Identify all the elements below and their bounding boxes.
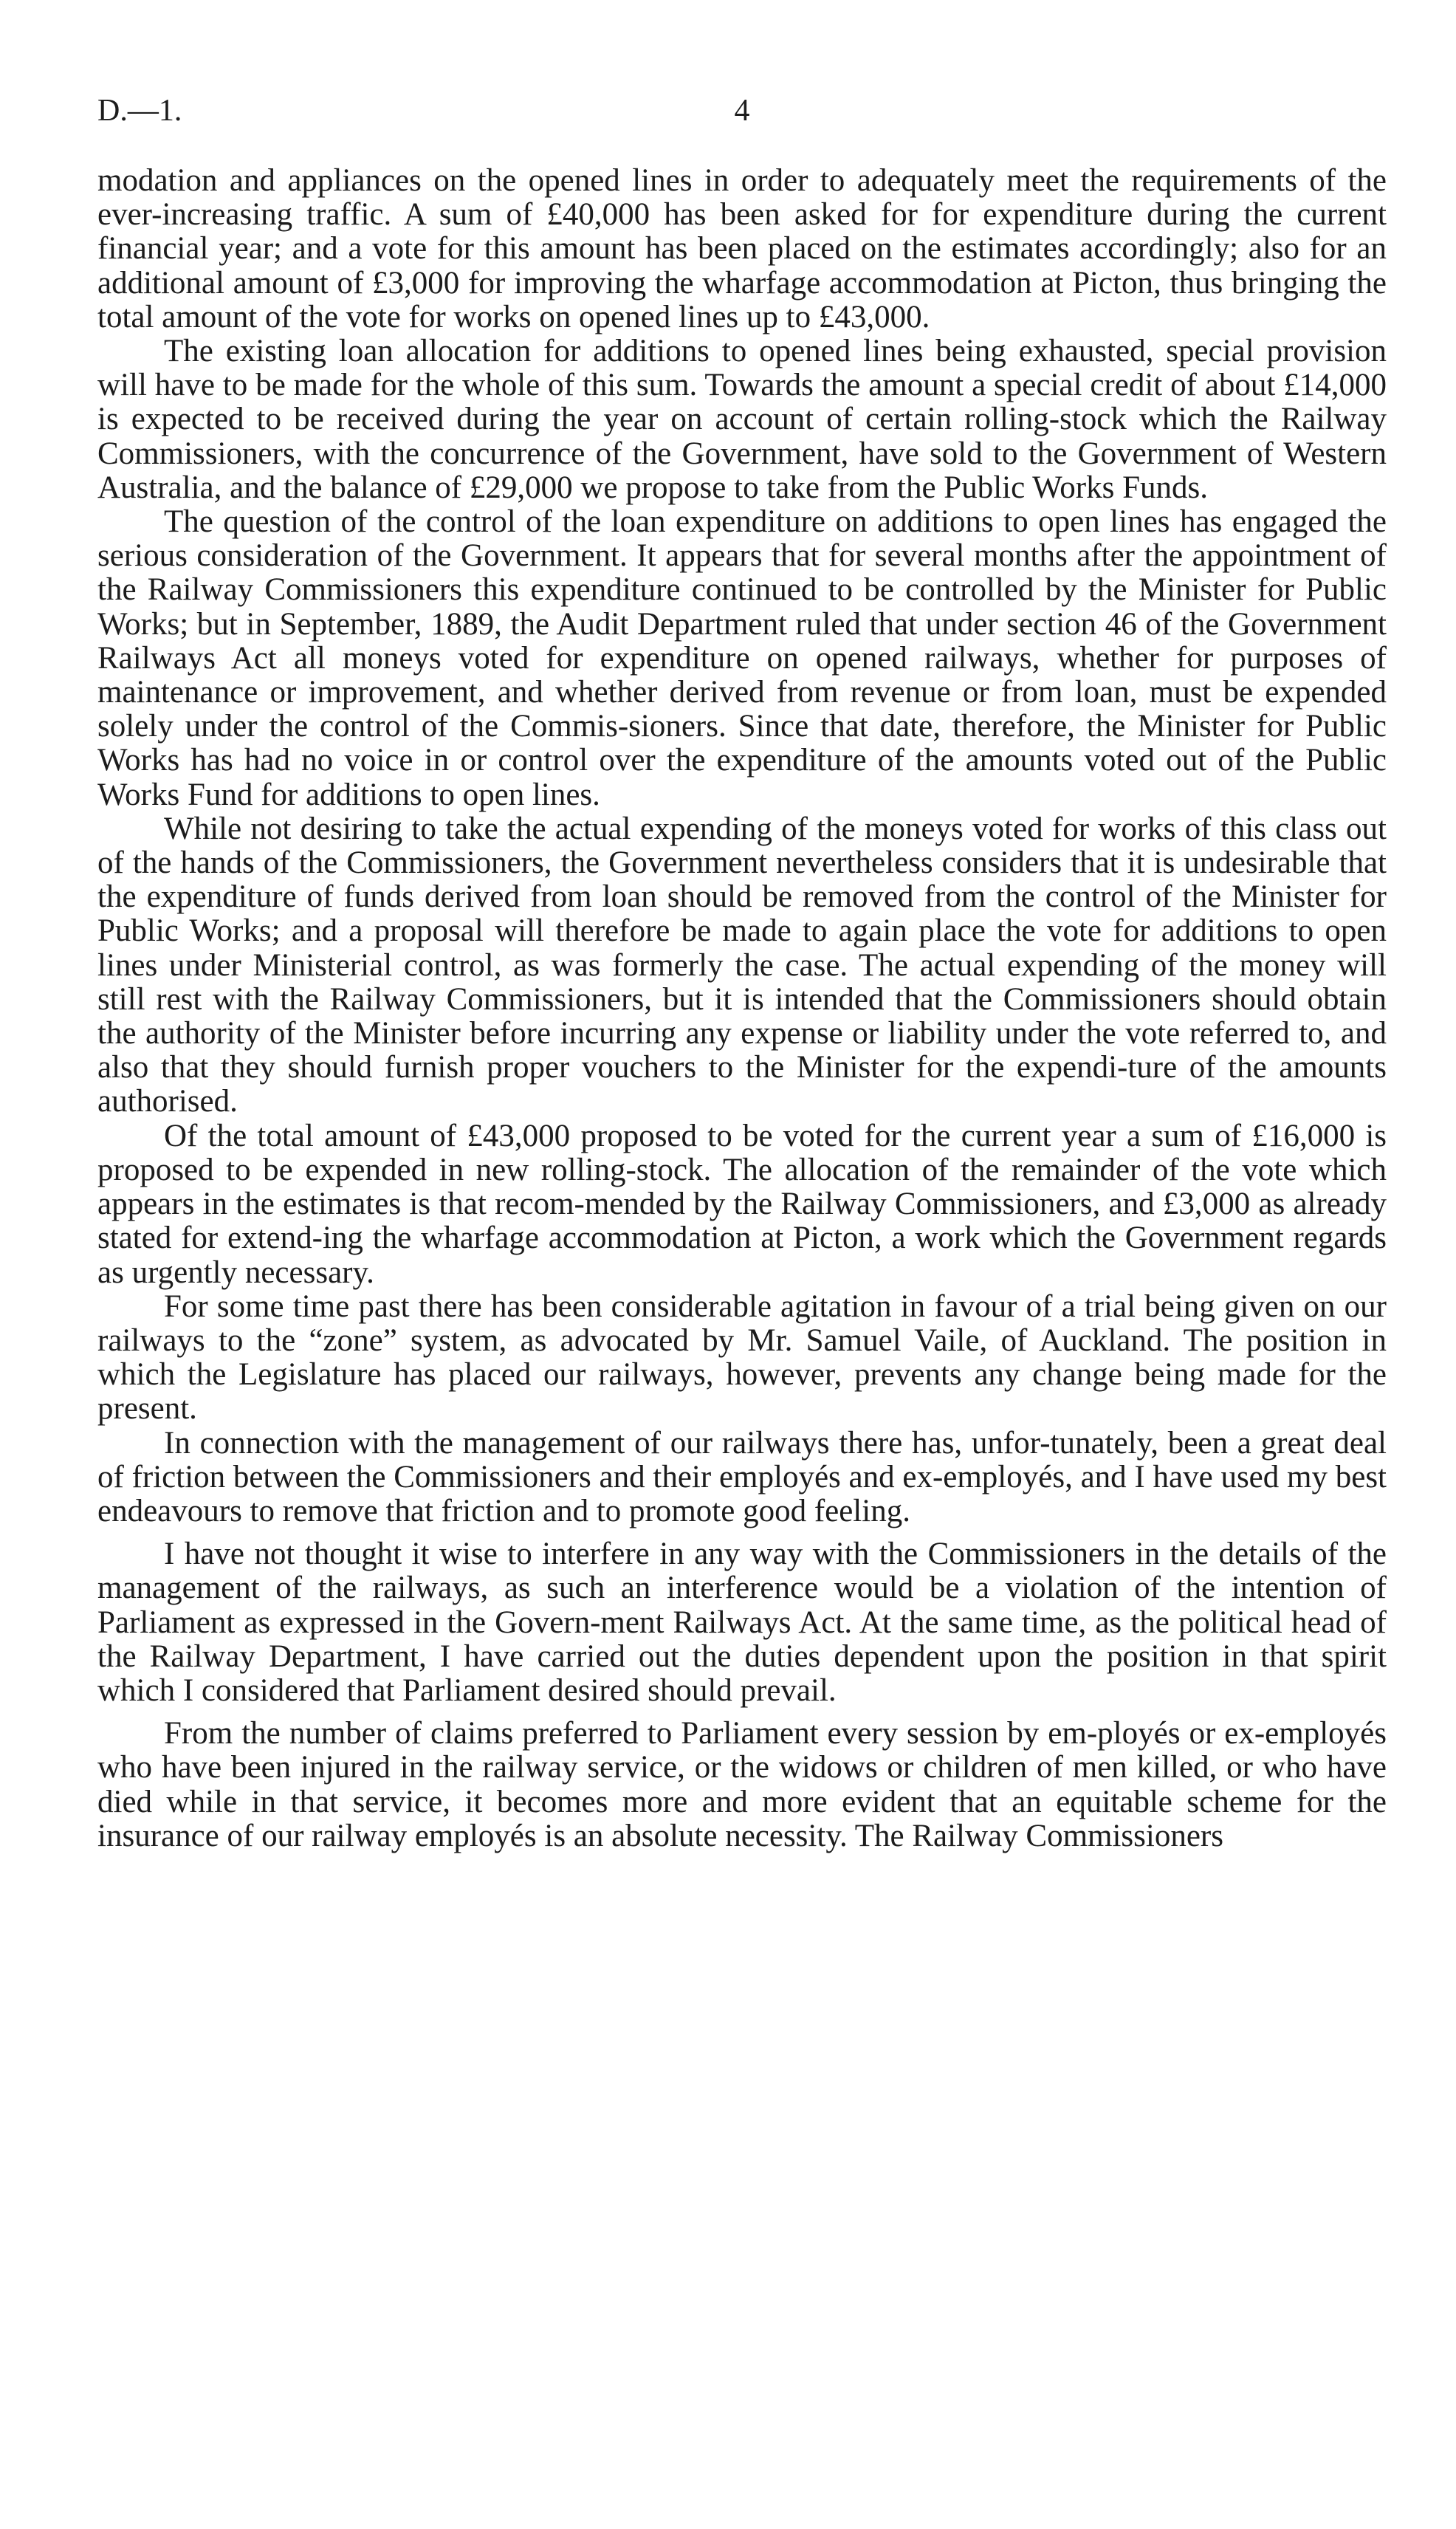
- paragraph-ministerial-control: While not desiring to take the actual expending of the moneys voted for works of this class out of the hands of the Commissioners, the Government nevertheless considers that it is undesirable that the expenditure of funds derived from loan should be removed from the control of the Minister for Public Works; and a proposal will therefore be made to again place the vote for additions to open lines under Ministerial control, as was formerly the case. The actual expending of the money will still rest with the Railway Commissioners, but it is intended that the Commissioners should obtain the authority of the Minister before incurring any expense or liability under the vote referred to, and also that they should furnish proper vouchers to the Minister for the expendi-ture of the amounts authorised.: [97, 811, 1387, 1119]
- paragraph-zone-system: For some time past there has been considerable agitation in favour of a trial being given on our railways to the “zone” system, as advocated by Mr. Samuel Vaile, of Auckland. The position in which the Legislature has placed our railways, however, prevents any change being made for the present.: [97, 1288, 1387, 1427]
- running-head: [97, 89, 1387, 133]
- paragraph-friction: In connection with the management of our railways there has, unfor-tunately, been a great deal of friction between the Commissioners and their employés and ex-employés, and I have used my best endeavours to remove that friction and to promote good feeling.: [97, 1425, 1387, 1528]
- page-number: 4: [734, 94, 750, 128]
- paragraph-loan-allocation: The existing loan allocation for additions to opened lines being exhausted, special provision will have to be made for the whole of this sum. Towards the amount a special credit of about £14,000 is expected to be received during the year on account of certain rolling-stock which the Railway Commissioners, with the concurrence of the Government, have sold to the Government of Western Australia, and the balance of £29,000 we propose to take from the Public Works Funds.: [97, 334, 1387, 505]
- paragraph-continuation: modation and appliances on the opened lines in order to adequately meet the requirements of the ever-increasing traffic. A sum of £40,000 has been asked for for expenditure during the current financial year; and a vote for this amount has been placed on the estimates accordingly; also for an additional amount of £3,000 for improving the wharfage accommodation at Picton, thus bringing the total amount of the vote for works on opened lines up to £43,000.: [97, 163, 1387, 334]
- paragraph-interference: I have not thought it wise to interfere in any way with the Commissioners in the details of the management of the railways, as such an interference would be a violation of the intention of Parliament as expressed in the Govern-ment Railways Act. At the same time, as the political head of the Railway Department, I have carried out the duties dependent upon the position in that spirit which I considered that Parliament desired should prevail.: [97, 1537, 1387, 1708]
- paragraph-vote-allocation: Of the total amount of £43,000 proposed to be voted for the current year a sum of £16,000 is proposed to be expended in new rolling-stock. The allocation of the remainder of the vote which appears in the estimates is that recom-mended by the Railway Commissioners, and £3,000 as already stated for extend-ing the wharfage accommodation at Picton, a work which the Government regards as urgently necessary.: [97, 1118, 1387, 1290]
- document-code: D.—1.: [97, 94, 182, 128]
- paragraph-control-of-expenditure: The question of the control of the loan expenditure on additions to open lines has engaged the serious consideration of the Government. It appears that for several months after the appointment of the Railway Commissioners this expenditure continued to be controlled by the Minister for Public Works; but in September, 1889, the Audit Department ruled that under section 46 of the Government Railways Act all moneys voted for expenditure on opened railways, whether for purposes of maintenance or improvement, and whether derived from revenue or from loan, must be expended solely under the control of the Commis-sioners. Since that date, therefore, the Minister for Public Works has had no voice in or control over the expenditure of the amounts voted out of the Public Works Fund for additions to open lines.: [97, 504, 1387, 812]
- body-text: [97, 164, 1387, 1853]
- paragraph-insurance: From the number of claims preferred to Parliament every session by em-ployés or ex-employés who have been injured in the railway service, or the widows or children of men killed, or who have died while in that service, it becomes more and more evident that an equitable scheme for the insurance of our railway employés is an absolute necessity. The Railway Commissioners: [97, 1716, 1387, 1853]
